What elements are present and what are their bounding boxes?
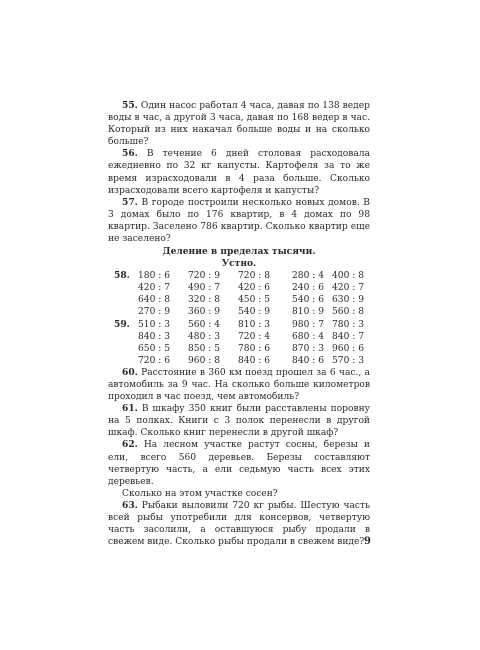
expression-cell: 480 : 3 <box>188 331 220 342</box>
problem-61 <box>108 403 370 439</box>
problem-55 <box>108 100 370 148</box>
problem-57 <box>108 197 370 245</box>
expression-cell: 650 : 5 <box>138 343 170 354</box>
expression-cell: 780 : 6 <box>238 343 270 354</box>
problem-text: В шкафу 350 книг были расставлены поровну на 5 полках. Книги с 3 полок перенесли в другой шкаф. Сколько книг перенесли в другой шкаф? <box>108 404 370 439</box>
expression-cell: 810 : 9 <box>292 307 324 318</box>
expression-cell: 840 : 6 <box>238 355 270 366</box>
expression-cell: 560 : 8 <box>332 307 364 318</box>
page-content <box>108 100 370 548</box>
section-subtitle: Устно. <box>221 258 257 270</box>
expression-cell: 720 : 6 <box>138 355 170 366</box>
problem-number: 57. <box>122 196 138 208</box>
problem-63 <box>108 500 370 548</box>
problem-text: В городе построили несколько новых домов. В 3 домах было по 176 квартир, в 4 домах по 98 квартир. Заселено 786 квартир. Сколько квартир еще не заселено? <box>108 197 370 245</box>
problem-62-question <box>108 488 370 500</box>
expression-cell: 400 : 8 <box>332 271 364 282</box>
problem-text: В течение 6 дней столовая расходовала ежедневно по 32 кг капусты. Картофеля за то же время израсходовали в 4 раза больше. Сколько израсходовали всего картофеля и капусты? <box>108 149 370 196</box>
expression-cell: 960 : 6 <box>332 343 364 354</box>
expression-cell: 780 : 3 <box>332 319 364 330</box>
problem-number: 61. <box>122 403 138 415</box>
expression-cell: 570 : 3 <box>332 355 364 366</box>
problem-number: 55. <box>122 100 138 111</box>
page-number: 9 <box>364 536 371 547</box>
problem-60 <box>108 367 370 403</box>
exercise-label: 58. <box>114 270 130 282</box>
expression-cell: 540 : 9 <box>238 307 270 318</box>
expression-cell: 560 : 4 <box>188 319 220 330</box>
expression-cell: 270 : 9 <box>138 307 170 318</box>
expression-cell: 420 : 7 <box>332 283 364 294</box>
problem-number: 56. <box>122 148 138 160</box>
expression-cell: 720 : 9 <box>188 271 220 282</box>
problem-number: 63. <box>122 499 138 511</box>
expression-cell: 840 : 7 <box>332 331 364 342</box>
expression-cell: 420 : 7 <box>138 283 170 294</box>
expression-cell: 510 : 3 <box>138 319 170 330</box>
problem-text: Расстояние в 360 км поезд прошел за 6 час., а автомобиль за 9 час. На сколько больше километров проходил в час поезд, чем автомобиль? <box>108 367 370 403</box>
expression-cell: 810 : 3 <box>238 319 270 330</box>
expression-cell: 960 : 8 <box>188 355 220 366</box>
expression-cell: 680 : 4 <box>292 331 324 342</box>
expression-cell: 490 : 7 <box>188 283 220 294</box>
expression-cell: 180 : 6 <box>138 271 170 282</box>
expression-cell: 870 : 3 <box>292 343 324 354</box>
problem-56 <box>108 148 370 196</box>
expression-cell: 540 : 6 <box>292 295 324 306</box>
section-title: Деление в пределах тысячи. <box>162 246 316 258</box>
expression-cell: 630 : 9 <box>332 295 364 306</box>
problem-text: Рыбаки выловили 720 кг рыбы. Шестую часть всей рыбы употребили для консервов, четвертую часть засолили, а оставшуюся рыбу продали в свежем виде. Сколько рыбы продали в свежем виде? <box>108 500 370 548</box>
expression-cell: 450 : 5 <box>238 295 270 306</box>
expression-cell: 420 : 6 <box>238 283 270 294</box>
expression-cell: 720 : 8 <box>238 271 270 282</box>
exercise-label: 59. <box>114 318 130 330</box>
problem-text: Один насос работал 4 часа, давая по 138 ведер воды в час, а другой 3 часа, давая по 168 ведер в час. Который из них накачал больше воды и на сколько больше? <box>108 101 370 148</box>
expression-cell: 280 : 4 <box>292 271 324 282</box>
problem-number: 60. <box>122 366 138 378</box>
expression-cell: 640 : 8 <box>138 295 170 306</box>
problem-text: На лесном участке растут сосны, березы и ели, всего 560 деревьев. Березы составляют четвертую часть, а ели седьмую часть всех этих деревьев. <box>108 440 370 487</box>
expression-cell: 980 : 7 <box>292 319 324 330</box>
expression-cell: 840 : 3 <box>138 331 170 342</box>
problem-text: Сколько на этом участке сосен? <box>122 488 278 499</box>
exercise-59-grid <box>108 319 370 367</box>
problem-62 <box>108 439 370 487</box>
problem-number: 62. <box>122 439 138 451</box>
expression-cell: 320 : 8 <box>188 295 220 306</box>
expression-cell: 720 : 4 <box>238 331 270 342</box>
expression-cell: 840 : 6 <box>292 355 324 366</box>
expression-cell: 850 : 5 <box>188 343 220 354</box>
expression-cell: 240 : 6 <box>292 283 324 294</box>
expression-cell: 360 : 9 <box>188 307 220 318</box>
exercise-58-grid <box>108 270 370 318</box>
